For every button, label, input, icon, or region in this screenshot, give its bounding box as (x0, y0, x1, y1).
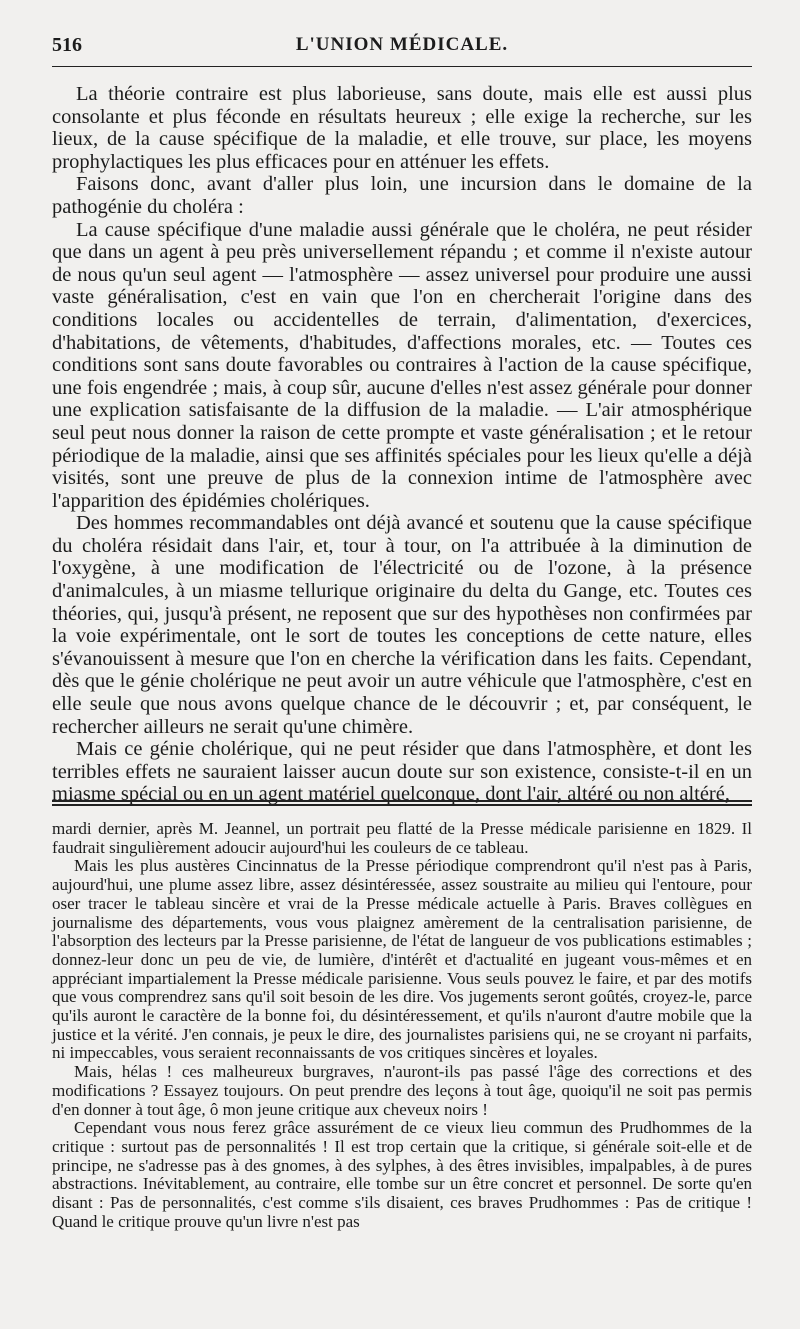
feuilleton-paragraph: Cependant vous nous ferez grâce assurément de ce vieux lieu commun des Prudhommes de la critique : surtout pas de personnalités ! Il est trop certain que la critique, si générale soit-elle et de principe, ne s'adresse pas à des gnomes, à des sylphes, à des êtres invisibles, impalpables, à de pures abstractions. Inévitablement, au contraire, elle tombe sur un être concret et personnel. De sorte qu'en disant : Pas de personnalités, c'est comme s'ils disaient, ces braves Prudhommes : Pas de critique ! Quand le critique prouve qu'un livre n'est pas (52, 1118, 752, 1231)
main-article (52, 83, 752, 806)
page-number: 516 (52, 34, 82, 56)
main-paragraph: Des hommes recommandables ont déjà avancé et soutenu que la cause spécifique du choléra résidait dans l'air, et, tour à tour, on l'a attribuée à la diminution de l'oxygène, à une modification de l'électricité ou de l'ozone, à la présence d'animalcules, à un miasme tellurique originaire du delta du Gange, etc. Toutes ces théories, qui, jusqu'à présent, ne reposent que sur des hypothèses non confirmées par la voie expérimentale, ont le sort de toutes les conceptions de cette nature, elles s'évanouissent à mesure que l'on en cherche la vérification dans les faits. Cependant, dès que le génie cholérique ne peut avoir un autre véhicule que l'atmosphère, c'est en elle seule que nous avons quelque chance de le découvrir ; et, par conséquent, le rechercher ailleurs ne serait qu'une chimère. (52, 512, 752, 738)
main-paragraph: Faisons donc, avant d'aller plus loin, une incursion dans le domaine de la pathogénie du choléra : (52, 173, 752, 218)
feuilleton-paragraph: mardi dernier, après M. Jeannel, un portrait peu flatté de la Presse médicale parisienne en 1829. Il faudrait singulièrement adoucir aujourd'hui les couleurs de ce tableau. (52, 819, 752, 857)
page-header (52, 30, 752, 60)
main-paragraph: La cause spécifique d'une maladie aussi générale que le choléra, ne peut résider que dans un agent à peu près universellement répandu ; et comme il n'existe autour de nous qu'un seul agent — l'atmosphère — assez universel pour produire une aussi vaste généralisation, c'est en vain que l'on en chercherait l'origine dans des conditions locales ou accidentelles de terrain, d'alimentation, d'exercices, d'habitations, de vêtements, d'habitudes, d'affections morales, etc. — Toutes ces conditions sont sans doute favorables ou contraires à l'action de la cause spécifique, une fois engendrée ; mais, à coup sûr, aucune d'elles n'est assez générale pour donner une explication satisfaisante de la diffusion de la maladie. — L'air atmosphérique seul peut nous donner la raison de cette prompte et vaste généralisation ; et le retour périodique de la maladie, ainsi que ses affinités spéciales pour les lieux qu'elle a déjà visités, sont une preuve de plus de la connexion intime de l'atmosphère avec l'apparition des épidémies cholériques. (52, 218, 752, 512)
main-paragraph: La théorie contraire est plus laborieuse, sans doute, mais elle est aussi plus consolante et plus féconde en résultats heureux ; elle exige la recherche, sur les lieux, de la cause spécifique de la maladie, et elle trouve, sur place, les moyens prophylactiques les plus efficaces pour en atténuer les effets. (52, 83, 752, 173)
journal-title: L'UNION MÉDICALE. (295, 34, 509, 55)
feuilleton-paragraph: Mais, hélas ! ces malheureux burgraves, n'auront-ils pas passé l'âge des corrections et des modifications ? Essayez toujours. On peut prendre des leçons à tout âge, quoiqu'il ne soit pas permis d'en donner à tout âge, ô mon jeune critique aux cheveux noirs ! (52, 1062, 752, 1119)
header-rule (52, 66, 752, 67)
feuilleton-column (52, 820, 752, 1231)
main-paragraph: Mais ce génie cholérique, qui ne peut résider que dans l'atmosphère, et dont les terribles effets ne sauraient laisser aucun doute sur son existence, consiste-t-il en un miasme spécial ou en un agent matériel quelconque, dont l'air, altéré ou non altéré, (52, 738, 752, 806)
feuilleton-separator-rule (52, 800, 752, 806)
feuilleton-paragraph: Mais les plus austères Cincinnatus de la Presse périodique comprendront qu'il n'est pas à Paris, aujourd'hui, une plume assez libre, assez désintéressée, assez soustraite au milieu qui l'entoure, pour oser tracer le tableau sincère et vrai de la Presse médicale actuelle à Paris. Braves collègues en journalisme des départements, vous vous plaignez amèrement de la centralisation parisienne, de l'absorption des lecteurs par la Presse parisienne, de l'état de langueur de vos publications estimables ; donnez-leur donc un peu de vie, de lumière, d'intérêt et d'actualité en jugeant vous-mêmes et en appréciant impartialement la Presse médicale parisienne. Vous seuls pouvez le faire, et par des motifs que vous comprendrez sans qu'il soit besoin de les dire. Vos jugements seront goûtés, croyez-le, parce qu'ils auront le caractère de la bonne foi, du désintéressement, et qu'ils n'auront d'autre mobile que la justice et la vérité. J'en connais, je peux le dire, des journalistes parisiens qui, ne se croyant ni parfaits, ni impeccables, vous seraient reconnaissants de vos critiques sincères et loyales. (52, 856, 752, 1063)
